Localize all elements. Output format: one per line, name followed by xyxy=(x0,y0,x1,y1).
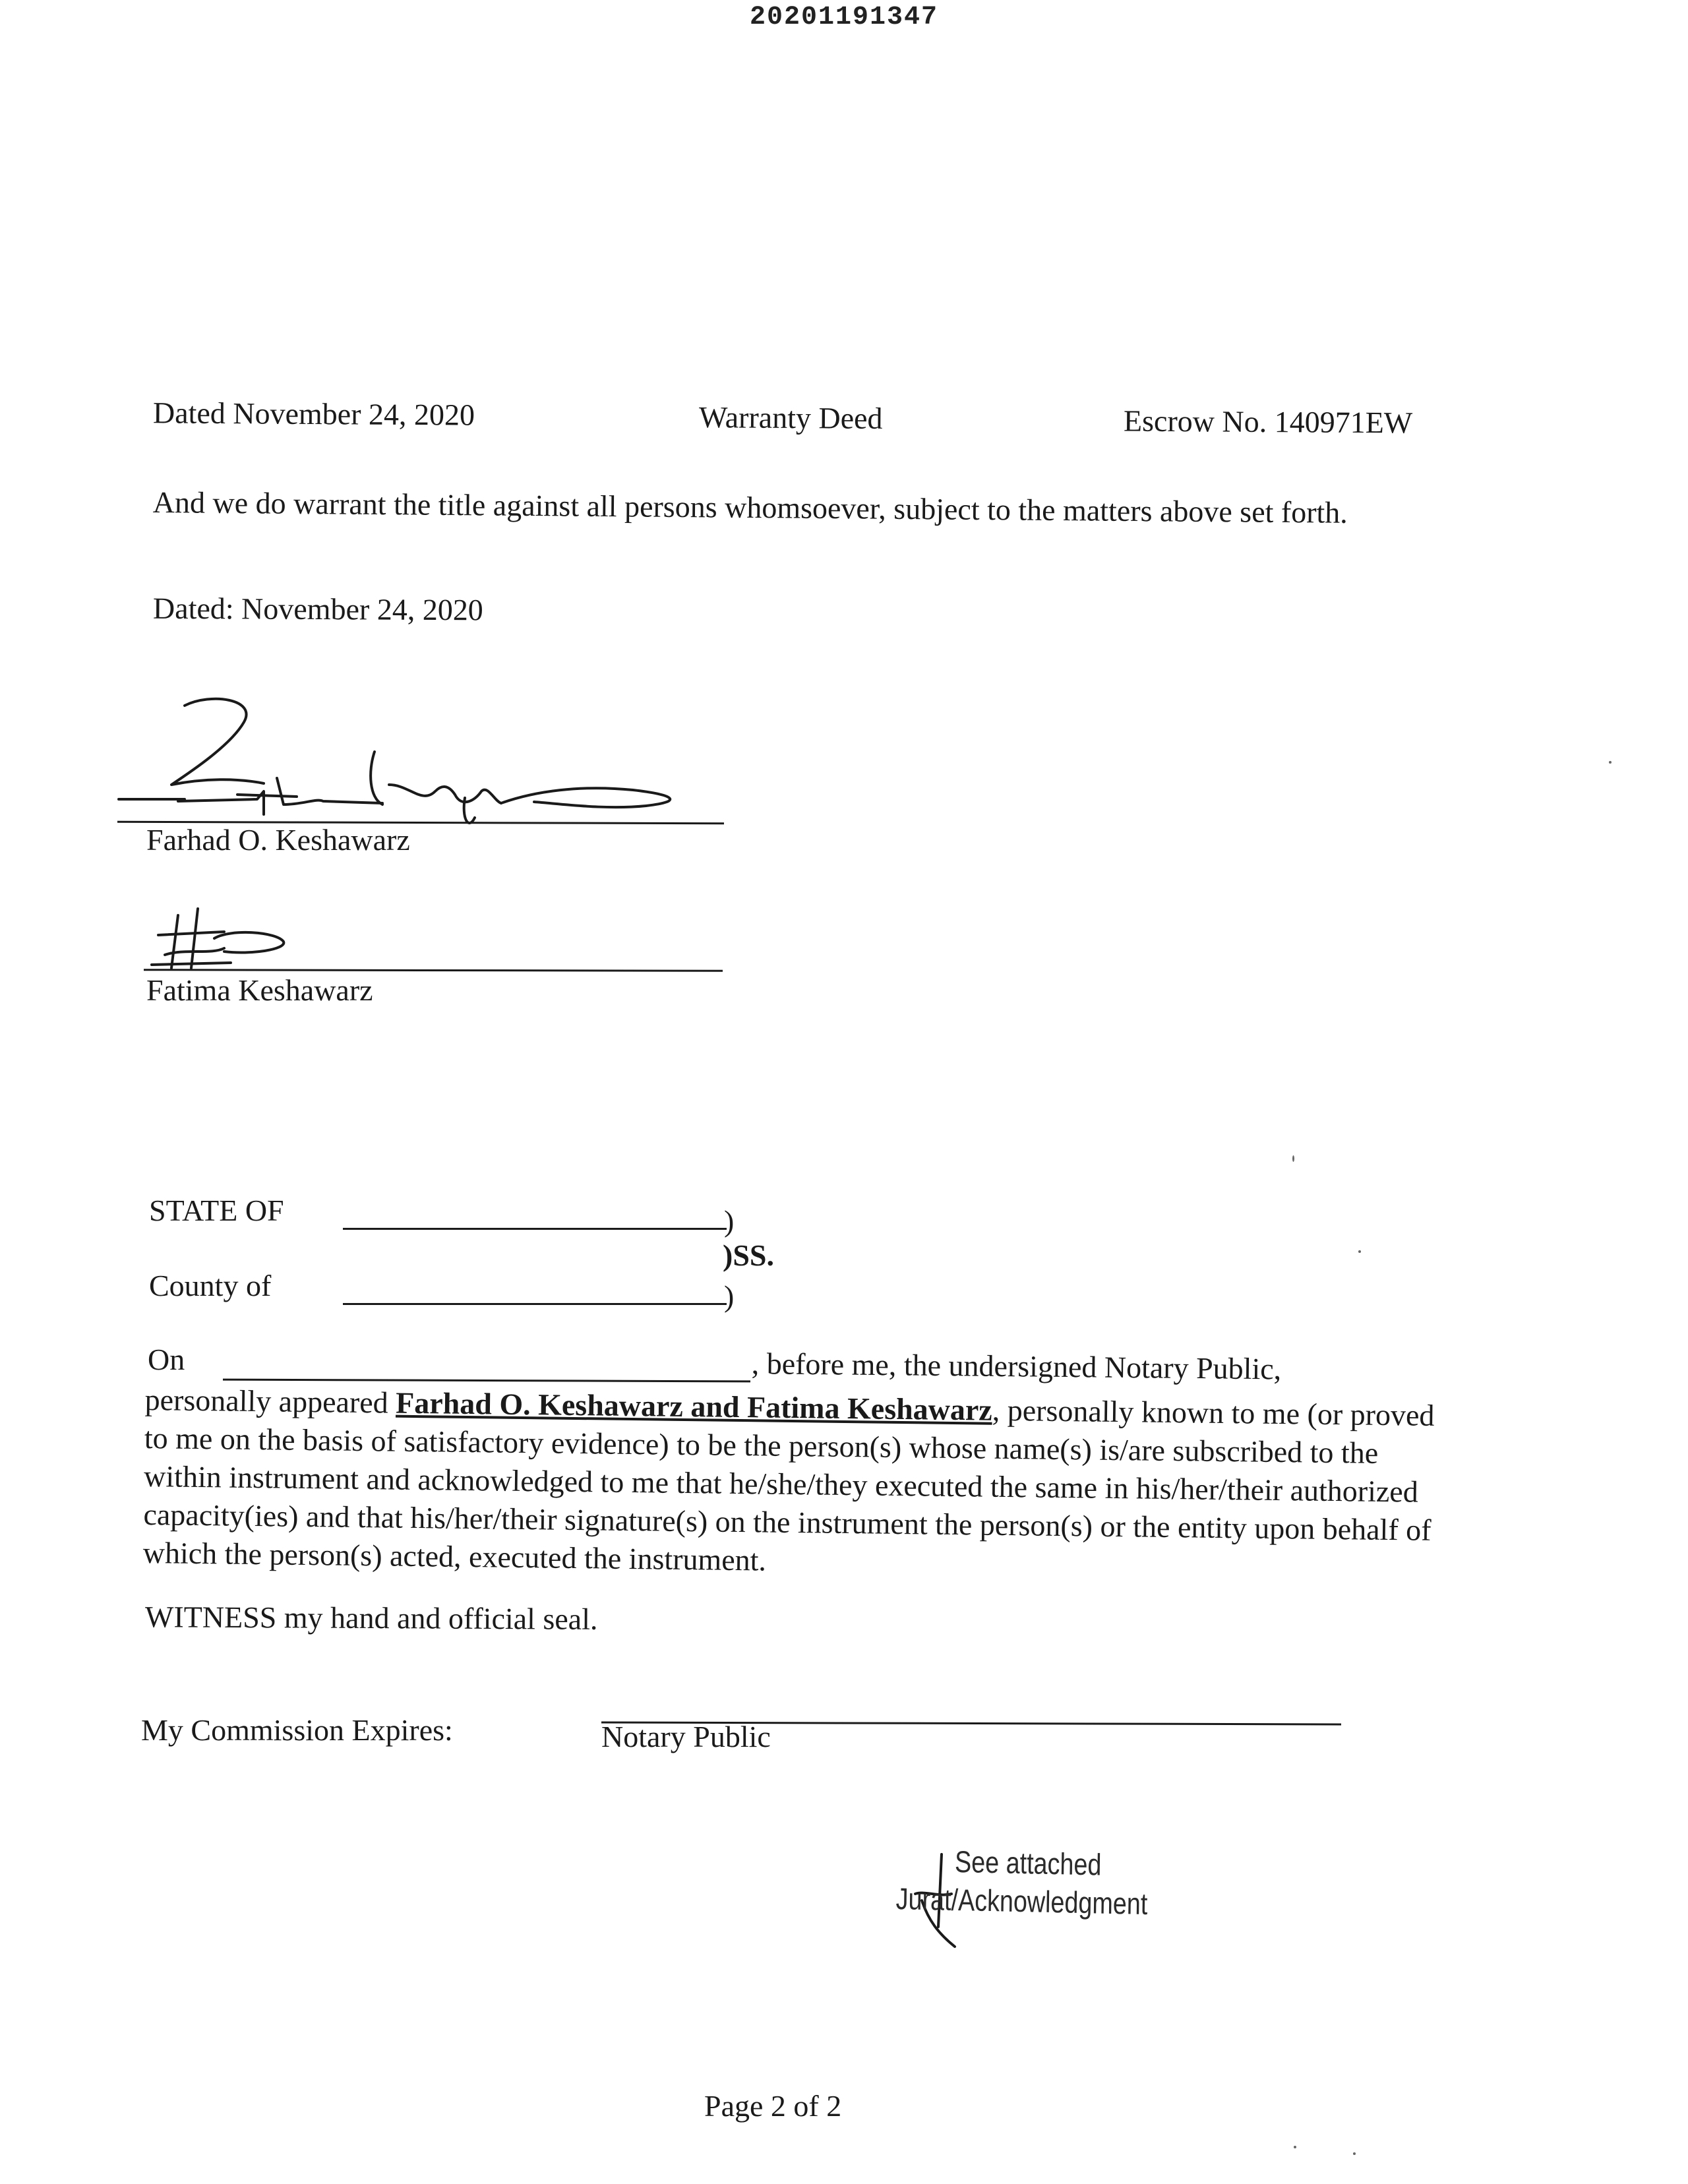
bracket-county: ) xyxy=(724,1279,735,1313)
signature-farhad xyxy=(106,686,712,841)
appeared-names: Farhad O. Keshawarz and Fatima Keshawarz xyxy=(395,1385,993,1427)
signature-fatima xyxy=(152,902,323,985)
before-me-text: , before me, the undersigned Notary Public, xyxy=(751,1347,1282,1386)
ss-marker: )SS. xyxy=(723,1238,774,1272)
header-dated: Dated November 24, 2020 xyxy=(152,396,475,432)
header-escrow-number: Escrow No. 140971EW xyxy=(1123,404,1413,440)
scan-speck xyxy=(1294,2146,1296,2148)
warranty-clause: And we do warrant the title against all persons whomsoever, subject to the matters above set forth. xyxy=(152,485,1348,530)
county-blank-line xyxy=(343,1303,727,1305)
on-label: On xyxy=(148,1343,185,1376)
state-blank-line xyxy=(343,1228,727,1230)
signer-name-2: Fatima Keshawarz xyxy=(146,973,373,1007)
commission-expires-label: My Commission Expires: xyxy=(141,1713,453,1747)
county-label: County of xyxy=(149,1269,272,1302)
stamp-line-2: Jurat/Acknowledgment xyxy=(895,1881,1148,1922)
recording-number: 20201191347 xyxy=(749,3,939,32)
scan-speck xyxy=(1292,1155,1294,1162)
scan-speck xyxy=(1609,761,1612,764)
dated-line: Dated: November 24, 2020 xyxy=(152,591,483,627)
header-doc-type: Warranty Deed xyxy=(698,400,883,435)
scan-speck xyxy=(1358,1250,1361,1253)
signer-name-1: Farhad O. Keshawarz xyxy=(146,823,410,857)
page-number: Page 2 of 2 xyxy=(704,2089,842,2123)
bracket-state: ) xyxy=(724,1204,735,1238)
stamp-line-1: See attached xyxy=(954,1844,1102,1882)
notary-public-label: Notary Public xyxy=(601,1720,771,1753)
scan-speck xyxy=(1353,2152,1356,2155)
acknowledgment-paragraph xyxy=(142,1381,1463,1588)
acknowledgment-text: , personally known to me (or proved to me on the basis of satisfactory evidence) to be the person(s) whose name(s) is/are subscribed to the within instrument and acknowledged to me that he/she/they executed the same in his/her/their authorized capacity(ies) and that his/her/their signature(s) on the instrument the person(s) or the entity upon behalf of which the person(s) acted, executed the instrument. xyxy=(142,1393,1435,1577)
date-blank-line xyxy=(223,1379,750,1383)
appeared-prefix: personally appeared xyxy=(144,1382,396,1420)
state-label: STATE OF xyxy=(149,1194,284,1227)
witness-line: WITNESS my hand and official seal. xyxy=(144,1600,598,1636)
jurat-stamp xyxy=(895,1841,1203,1922)
